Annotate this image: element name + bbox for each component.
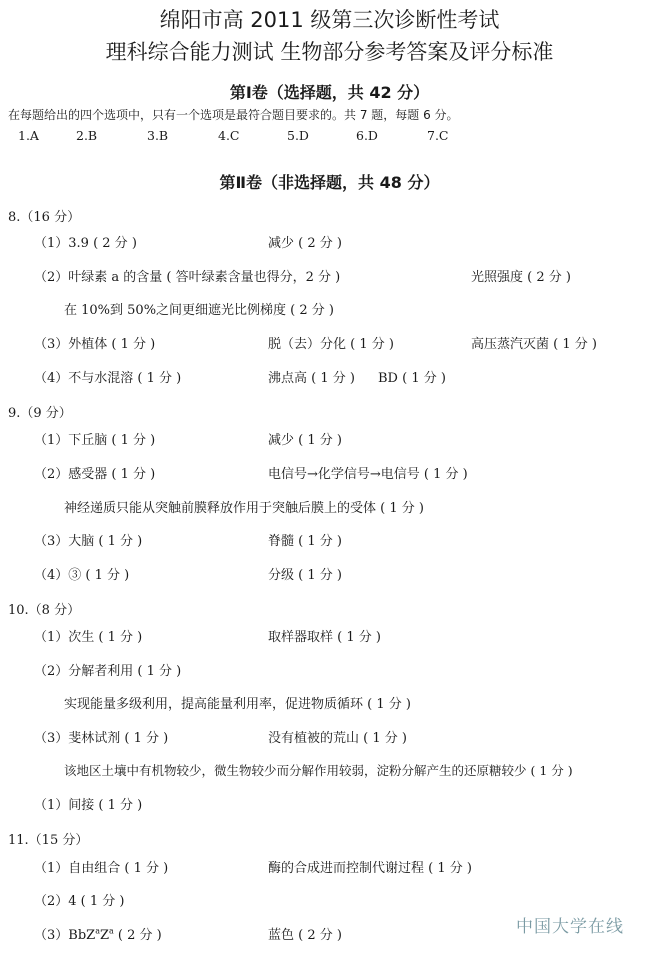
- answer-item: 高压蒸汽灭菌 ( 1 分 ): [471, 337, 597, 352]
- part1-instruction: 在每题给出的四个选项中，只有一个选项是最符合题目要求的。共 7 题，每题 6 分。: [8, 108, 459, 122]
- answer-item: （1）自由组合 ( 1 分 ): [34, 861, 169, 876]
- answer-item: （2）分解者利用 ( 1 分 ): [34, 664, 182, 679]
- question-header: 11.（15 分）: [8, 833, 89, 848]
- genotype-superscript: a: [109, 926, 114, 936]
- answer-item: （4）③ ( 1 分 ): [34, 568, 130, 583]
- answer-item: 脱（去）分化 ( 1 分 ): [268, 337, 394, 352]
- answer-item: 在 10%到 50%之间更细遮光比例梯度 ( 2 分 ): [64, 303, 334, 318]
- mc-answer: 2.B: [76, 128, 98, 143]
- answer-item: （2）4 ( 1 分 ): [34, 894, 125, 909]
- watermark: 中国大学在线: [516, 917, 624, 937]
- answer-item: 减少 ( 1 分 ): [268, 433, 342, 448]
- answer-item: 没有植被的荒山 ( 1 分 ): [268, 731, 407, 746]
- answer-item: （2）叶绿素 a 的含量 ( 答叶绿素含量也得分，2 分 ): [34, 270, 341, 285]
- answer-item: 减少 ( 2 分 ): [268, 236, 342, 251]
- mc-answer: 1.A: [18, 128, 39, 143]
- mc-answer: 7.C: [427, 128, 449, 143]
- answer-item: 光照强度 ( 2 分 ): [471, 270, 571, 285]
- answer-item: 取样器取样 ( 1 分 ): [268, 630, 381, 645]
- answer-item: 该地区土壤中有机物较少，微生物较少而分解作用较弱，淀粉分解产生的还原糖较少 ( 1 分 ): [64, 763, 573, 778]
- answer-item: 神经递质只能从突触前膜释放作用于突触后膜上的受体 ( 1 分 ): [64, 501, 424, 516]
- answer-item: 酶的合成进而控制代谢过程 ( 1 分 ): [268, 861, 472, 876]
- answer-item: （2）感受器 ( 1 分 ): [34, 467, 156, 482]
- answer-item: （3）大脑 ( 1 分 ): [34, 534, 143, 549]
- answer-item: 电信号→化学信号→电信号 ( 1 分 ): [268, 467, 468, 482]
- document-title: 绵阳市高 2011 级第三次诊断性考试: [159, 8, 500, 32]
- answer-item: （1）3.9 ( 2 分 ): [34, 236, 137, 251]
- mc-answer: 6.D: [356, 128, 378, 143]
- answer-item: 沸点高 ( 1 分 ): [268, 371, 355, 386]
- answer-item: （1）间接 ( 1 分 ): [34, 798, 143, 813]
- genotype-suffix: ( 2 分 ): [113, 928, 162, 943]
- answer-item: BD ( 1 分 ): [378, 371, 446, 386]
- mc-answer: 3.B: [147, 128, 169, 143]
- part1-heading: 第Ⅰ卷（选择题，共 42 分）: [229, 83, 430, 102]
- answer-item: 分级 ( 1 分 ): [268, 568, 342, 583]
- answer-item: （4）不与水混溶 ( 1 分 ): [34, 371, 182, 386]
- part2-heading: 第Ⅱ卷（非选择题，共 48 分）: [219, 173, 440, 192]
- genotype-prefix: （3）BbZ: [34, 928, 96, 943]
- mc-answer: 5.D: [287, 128, 309, 143]
- answer-item: 实现能量多级利用，提高能量利用率，促进物质循环 ( 1 分 ): [64, 697, 411, 712]
- answer-item-genotype: [34, 924, 162, 943]
- answer-item: （3）斐林试剂 ( 1 分 ): [34, 731, 169, 746]
- document-subtitle: 理科综合能力测试 生物部分参考答案及评分标准: [105, 40, 554, 64]
- genotype-mid: Z: [99, 928, 110, 943]
- answer-item: 脊髓 ( 1 分 ): [268, 534, 342, 549]
- question-header: 10.（8 分）: [8, 603, 81, 618]
- answer-item: （1）次生 ( 1 分 ): [34, 630, 143, 645]
- answer-item: （3）外植体 ( 1 分 ): [34, 337, 156, 352]
- answer-item: 蓝色 ( 2 分 ): [268, 928, 342, 943]
- mc-answer: 4.C: [218, 128, 240, 143]
- question-header: 9.（9 分）: [8, 406, 72, 421]
- answer-item: （1）下丘脑 ( 1 分 ): [34, 433, 156, 448]
- genotype-superscript: a: [95, 926, 100, 936]
- question-header: 8.（16 分）: [8, 210, 81, 225]
